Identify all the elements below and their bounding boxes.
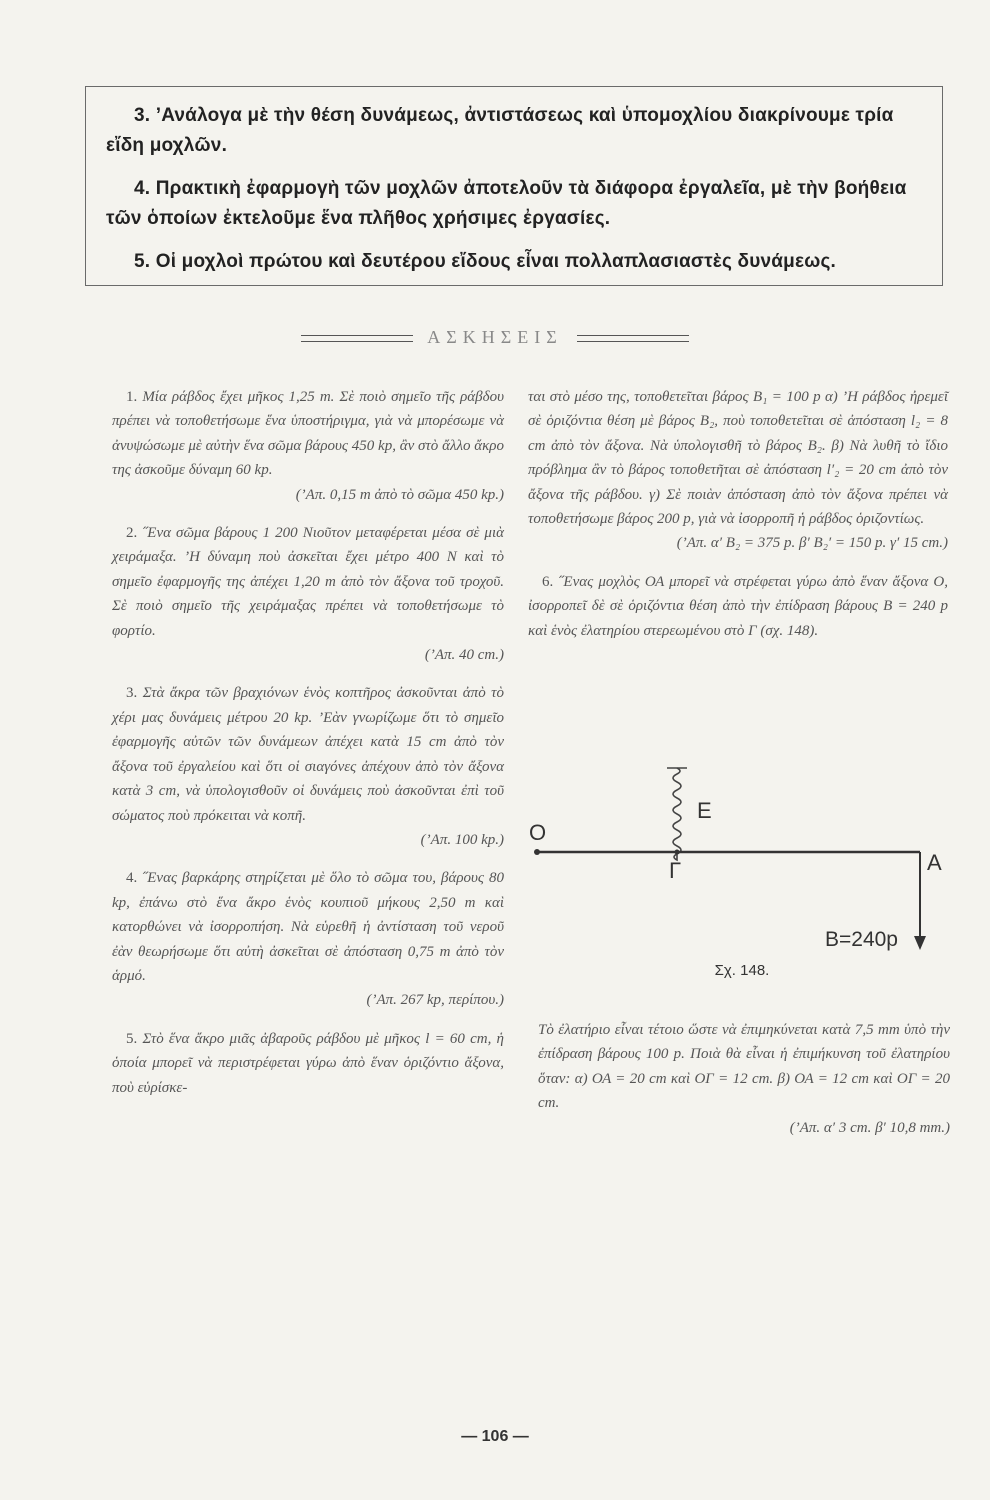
exercise-5 (112, 1027, 504, 1100)
point-g (675, 850, 680, 855)
heading-rule-left (301, 335, 413, 342)
exercise-6 (528, 570, 948, 643)
exercise-3 (112, 681, 504, 852)
summary-item-5: 5. Οἱ μοχλοὶ πρώτου καὶ δευτέρου εἴδους εἶναι πολλαπλασιαστὲς δυνάμεως. (134, 251, 837, 272)
right-column (528, 385, 948, 657)
section-title: ΑΣΚΗΣΕΙΣ (427, 327, 563, 347)
arrow-head-icon (914, 936, 926, 950)
summary-item-4: 4. Πρακτικὴ ἐφαρμογὴ τῶν μοχλῶν ἀποτελοῦν τὰ διάφορα ἐργαλεῖα, μὲ τὴν βοήθεια τῶν ὁποίων ἐκτελοῦμε ἕνα πλῆθος χρήσιμες ἐργασίες. (106, 178, 907, 229)
exercise-number: 3. (126, 685, 138, 702)
exercise-text: ˝Ενας μοχλὸς ΟΑ μπορεῖ νὰ στρέφεται γύρω ἀπὸ ἕναν ἄξονα Ο, ἰσορροπεῖ δὲ σὲ ὁριζόντια θέση ἀπὸ τὴν ἐπίδραση βάρους B = 240 p καὶ ἑνὸς ἐλατηρίου στερεωμένου στὸ Γ (σχ. 148). (528, 573, 948, 639)
spring-icon (667, 768, 687, 860)
exercise-4 (112, 866, 504, 1012)
label-a: A (927, 850, 942, 875)
page-number: — 106 — (461, 1428, 529, 1445)
exercise-text: Στὰ ἄκρα τῶν βραχιόνων ἑνὸς κοπτῆρος ἀσκοῦνται ἀπὸ τὸ χέρι μας δυνάμεις μέτρου 20 kp. ’Εὰν γνωρίζωμε ὅτι τὸ σημεῖο ἐφαρμογῆς αὐτῶν τῶν δυνάμεων ἀπέχει κατὰ 15 cm ἀπὸ τὸν ἄξονα τοῦ ἐργαλείου καὶ ὅτι οἱ σιαγόνες ἀπέχουν ἀπὸ τὸν ἄξονα κατὰ 3 cm, νὰ ὑπολογισθοῦν οἱ δυνάμεις ποὺ ἀσκοῦνται ἐπὶ τοῦ σώματος ποὺ πρόκειται νὰ κοπῆ. (112, 685, 504, 824)
exercise-6-continued (538, 1018, 950, 1140)
exercise-answer: (’Απ. α′ 3 cm. β′ 10,8 mm.) (789, 1119, 950, 1136)
exercise-number: 4. (126, 870, 138, 887)
exercise-text: Στὸ ἕνα ἄκρο μιᾶς ἀβαροῦς ράβδου μὲ μῆκος l = 60 cm, ἡ ὁποία μπορεῖ νὰ περιστρέφεται γύρω ἀπὸ ἕναν ὁριζόντιο ἄξονα, ποὺ εὑρίσκε- (112, 1030, 504, 1096)
exercise-number: 5. (126, 1030, 138, 1047)
label-o: O (529, 820, 547, 845)
summary-item-3: 3. ’Ανάλογα μὲ τὴν θέση δυνάμεως, ἀντιστάσεως καὶ ὑπομοχλίου διακρίνουμε τρία εἴδη μοχλῶν. (106, 105, 894, 156)
exercise-answer: (’Απ. 267 kp, περίπου.) (366, 992, 504, 1009)
label-g: Γ (669, 858, 682, 883)
exercise-answer: (’Απ. 100 kp.) (420, 831, 504, 848)
exercise-2 (112, 521, 504, 667)
exercise-text: Τὸ ἐλατήριο εἶναι τέτοιο ὥστε νὰ ἐπιμηκύνεται κατὰ 7,5 mm ὑπὸ τὴν ἐπίδραση βάρους 100 p. Ποιὰ θὰ εἶναι ἡ ἐπιμήκυνση τοῦ ἐλατηρίου ὅταν: α) ΟΑ = 20 cm καὶ ΟΓ = 12 cm. β) ΟΑ = 12 cm καὶ ΟΓ = 20 cm. (538, 1022, 950, 1112)
label-e: E (697, 798, 712, 823)
exercise-number: 1. (126, 389, 138, 405)
section-heading (0, 327, 990, 348)
figure-caption: Σχ. 148. (714, 962, 770, 979)
lever-figure (525, 760, 955, 995)
exercise-answer: (’Απ. 0,15 m ἀπὸ τὸ σῶμα 450 kp.) (295, 486, 504, 503)
left-column (112, 385, 504, 1114)
exercise-number: 2. (126, 525, 138, 542)
exercise-answer: (’Απ. α′ B₂ = 375 p. β′ B₂′ = 150 p. γ′ 15 cm.) (676, 535, 948, 552)
exercise-text: ˝Ενα σῶμα βάρους 1 200 Νιοῦτον μεταφέρεται μέσα σὲ μιὰ χειράμαξα. ’Η δύναμη ποὺ ἀσκεῖται ἔχει μέτρο 400 N καὶ τὸ σημεῖο ἐφαρμογῆς της ἀπέχει 1,20 m ἀπὸ τὸν ἄξονα τοῦ τροχοῦ. Σὲ ποιὸ σημεῖο τῆς χειράμαξας πρέπει νὰ τοποθετήσωμε τὸ φορτίο. (112, 525, 504, 639)
heading-rule-right (577, 335, 689, 342)
exercise-number: 6. (542, 573, 554, 590)
summary-box (85, 86, 943, 286)
exercise-5-continued (528, 385, 948, 556)
exercise-1 (112, 385, 504, 507)
exercise-text: Μία ράβδος ἔχει μῆκος 1,25 m. Σὲ ποιὸ σημεῖο τῆς ράβδου πρέπει νὰ τοποθετήσωμε ἕνα ὑποστήριγμα, γιὰ νὰ μπορέσωμε νὰ ἀνυψώσωμε μὲ αὐτὴν ἕνα σῶμα βάρους 450 kp, ἂν στὸ ἄλλο ἄκρο της ἀσκοῦμε δύναμη 60 kp. (112, 389, 504, 479)
exercise-answer: (’Απ. 40 cm.) (424, 647, 504, 664)
pivot-o (534, 849, 540, 855)
exercise-text: ˝Ενας βαρκάρης στηρίζεται μὲ ὅλο τὸ σῶμα του, βάρους 80 kp, ἐπάνω στὸ ἕνα ἄκρο ἑνὸς κουπιοῦ μήκους 2,50 m καὶ κατορθώνει νὰ ἰσορροπήση. Νὰ εὑρεθῆ ἡ ἀντίσταση τοῦ νεροῦ ἐὰν θεωρήσωμε ὅτι αὐτὴ ἀσκεῖται σὲ ἀπόσταση 0,75 m ἀπὸ τὸν ἁρμό. (112, 870, 504, 984)
label-b: B=240p (825, 928, 898, 951)
exercise-text: ται στὸ μέσο της, τοποθετεῖται βάρος B₁ = 100 p α) ’Η ράβδος ἠρεμεῖ σὲ ὁριζόντια θέση μὲ βάρος B₂, ποὺ τοποθετεῖται σὲ ἀπόσταση l₂ = 8 cm ἀπὸ τὸν ἄξονα. Νὰ ὑπολογισθῆ τὸ βάρος B₂. β) Νὰ λυθῆ τὸ ἴδιο πρόβλημα ἂν τὸ βάρος τοποθετῆται σὲ ἀπόσταση l′₂ = 20 cm ἀπὸ τὸν ἄξονα τῆς ράβδου. γ) Σὲ ποιὰν ἀπόσταση ἀπὸ τὸν ἄξονα πρέπει νὰ τοποθετήσωμε βάρος 200 p, γιὰ νὰ ἰσορροπῆ ἡ ράβδος ὁριζοντίως. (528, 389, 948, 528)
